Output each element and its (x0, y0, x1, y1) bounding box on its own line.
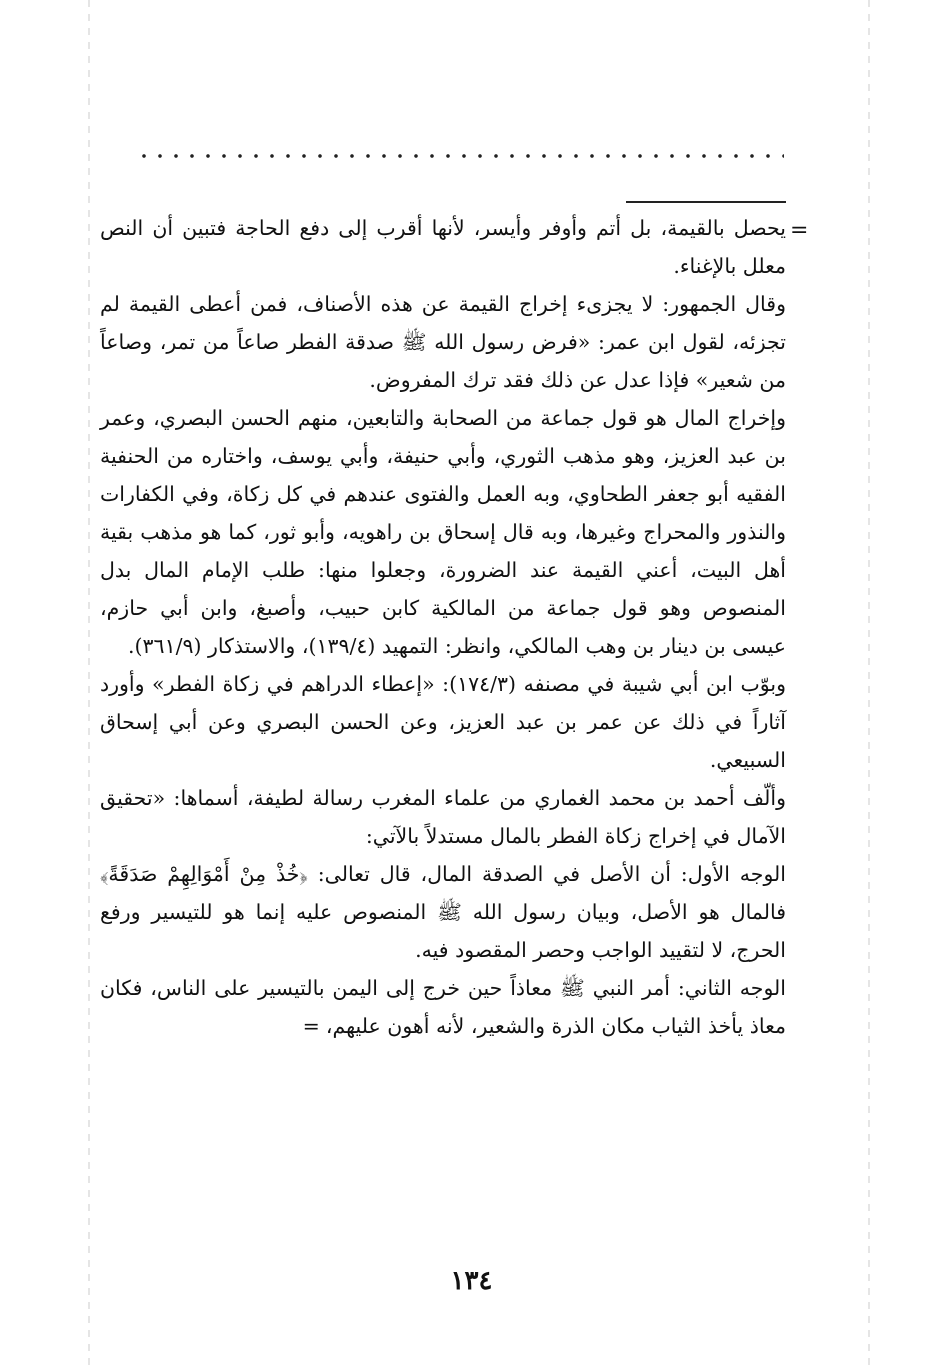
footnote-paragraph-4: وبوّب ابن أبي شيبة في مصنفه (١٧٤/٣): «إعطاء الدراهم في زكاة الفطر» وأورد آثاراً في ذلك عن عمر بن عبد العزيز، وعن الحسن البصري وعن أبي إسحاق السبيعي. (100, 672, 786, 772)
left-margin-scan-dots (88, 0, 90, 1368)
footnote-trailing-mark: = (302, 1014, 320, 1038)
footnote-paragraph-3: وإخراج المال هو قول جماعة من الصحابة والتابعين، منهم الحسن البصري، وعمر بن عبد العزيز، وهو مذهب الثوري، وأبي حنيفة، وأبي يوسف، واختاره من الحنفية الفقيه أبو جعفر الطحاوي، وبه العمل والفتوى عندهم في كل زكاة، وفي الكفارات والنذور والمحراج وغيرها، وبه قال إسحاق بن راهويه، وأبو ثور، كما هو مذهب بقية أهل البيت، أعني القيمة عند الضرورة، وجعلوا منها: طلب الإمام المال بدل المنصوص وهو قول جماعة من المالكية كابن حبيب، وأصبغ، وابن أبي حازم، عيسى بن دينار بن وهب المالكي، وانظر: التمهيد (١٣٩/٤)، والاستذكار (٣٦١/٩). (100, 406, 786, 658)
page-number: ١٣٤ (450, 1266, 493, 1296)
footnote-paragraph-1: يحصل بالقيمة، بل أتم وأوفر وأيسر، لأنها أقرب إلى دفع الحاجة فتبين أن النص معلل بالإغناء. (100, 216, 786, 278)
footnote-paragraph-5: وألّف أحمد بن محمد الغماري من علماء المغرب رسالة لطيفة، أسماها: «تحقيق الآمال في إخراج زكاة الفطر بالمال مستدلاً بالآتي: (100, 786, 786, 848)
right-margin-scan-dots (868, 0, 870, 1368)
footnote-paragraph-6: الوجه الأول: أن الأصل في الصدقة المال، قال تعالى: ﴿خُذْ مِنْ أَمْوَالِهِمْ صَدَقَةً﴾ فالمال هو الأصل، وبيان رسول الله ﷺ المنصوص عليه إنما هو للتيسير ورفع الحرج، لا لتقييد الواجب وحصر المقصود فيه. (100, 862, 786, 962)
footnote-paragraph-2: وقال الجمهور: لا يجزىء إخراج القيمة عن هذه الأصناف، فمن أعطى القيمة لم تجزئه، لقول ابن عمر: «فرض رسول الله ﷺ صدقة الفطر صاعاً من تمر، وصاعاً من شعير» فإذا عدل عن ذلك فقد ترك المفروض. (100, 292, 786, 392)
footnote-paragraph-7 (100, 969, 786, 1045)
dotted-separator (136, 152, 784, 160)
footnote-continuation-mark: = (790, 218, 809, 243)
footnote-paragraph-7-text: الوجه الثاني: أمر النبي ﷺ معاذاً حين خرج إلى اليمن بالتيسير على الناس، فكان معاذ يأخذ الثياب مكان الذرة والشعير، لأنه أهون عليهم، (100, 976, 786, 1038)
footnote-text (100, 209, 786, 1045)
footnote-rule (626, 201, 786, 203)
